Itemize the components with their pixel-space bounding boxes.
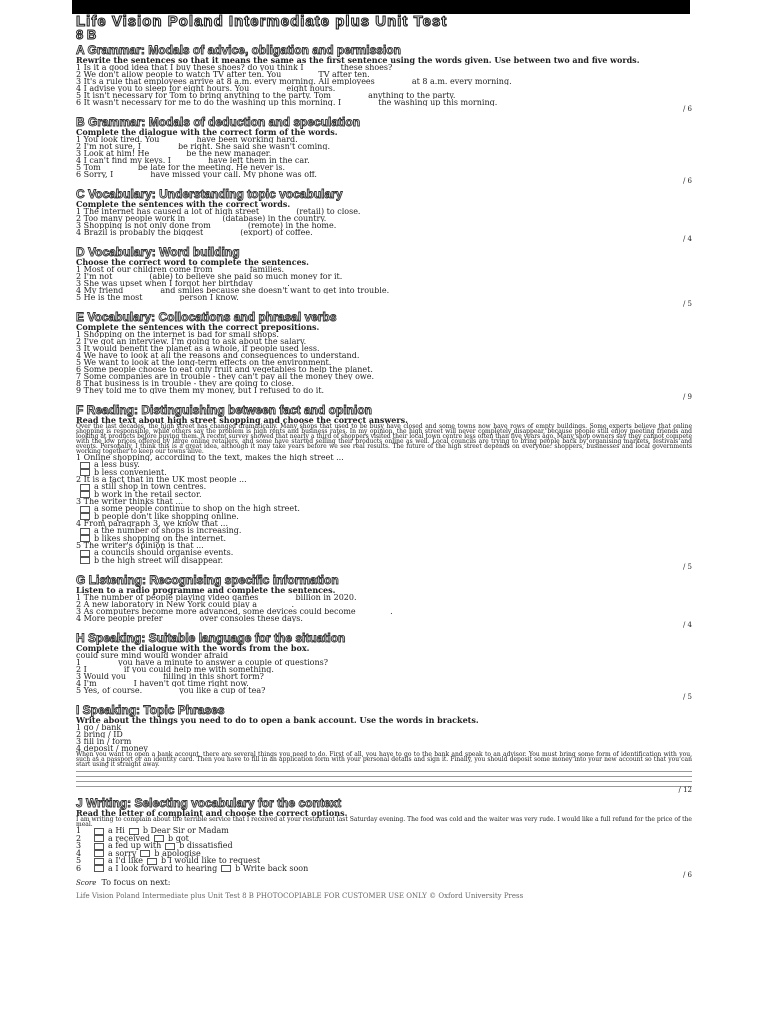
question: 3 It would benefit the planet as a whole, if people used less. [76,345,320,352]
checkbox[interactable] [80,491,90,498]
section-a [76,45,692,113]
answer-option[interactable]: b likes shopping on the internet. [76,535,692,543]
question: 1 Most of our children come from ________ families. [76,266,285,273]
section-instruction: Read the text about high street shopping and choose the correct answers. [76,415,408,425]
checkbox[interactable] [80,528,90,535]
question: 1 The internet has caused a lot of high street ________ (retail) to close. [76,208,361,215]
question: 2 I've got an interview. I'm going to ask about the salary. [76,338,307,345]
question: 4 From paragraph 3, we know that ... [76,520,228,527]
answer-option[interactable]: 2 a received b got [76,833,189,843]
question: 4 More people prefer ________ over consoles these days. [76,615,303,622]
question: 1 You look tired. You ________ have been working hard. [76,136,298,143]
prompt-item: 2 bring / ID [76,731,123,738]
section-j [76,798,692,879]
model-text: When you want to open a bank account, there are several things you need to do. First of all, you have to go to the bank and speak to an advisor. You must bring some form of identification with you, such as a passport or an identity card. Then you have to fill in an application form with your personal details and sign it. Finally, you should deposit some money into your new account so that you can start using it straight away. [76,751,692,768]
question: 6 Sorry, I ________ have missed your call. My phone was off. [76,171,317,178]
question: 1 Shopping on the internet is bad for small shops. [76,331,279,338]
focus-note: Score To focus on next: [76,879,171,887]
section-instruction: Rewrite the sentences so that it means the same as the first sentence using the words given. Use between two and five words. [76,55,640,65]
checkbox[interactable] [80,462,90,469]
answer-option[interactable]: b the high street will disappear. [76,557,692,565]
question: 2 I'm not sure, I ________ be right. She said she wasn't coming. [76,143,330,150]
question: 3 The writer thinks that ... [76,498,184,505]
question: 3 It's a rule that employees arrive at 8 a.m. every morning. All employees ________ at 8 a.m. every morning. [76,78,512,85]
section-instruction: Complete the dialogue with the correct form of the words. [76,127,338,137]
question: 1 Online shopping, according to the text, makes the high street ... [76,454,344,461]
section-score: / 6 [682,105,692,113]
section-instruction: Complete the sentences with the correct prepositions. [76,322,320,332]
question: 3 Would you ________ filling in this short form? [76,673,264,680]
checkbox[interactable] [94,850,104,857]
checkbox[interactable] [94,865,104,872]
answer-option[interactable]: 4 a sorry b apologise [76,848,201,858]
question: 1 ________ you have a minute to answer a couple of questions? [76,659,329,666]
section-title: C Vocabulary: Understanding topic vocabulary [76,187,343,201]
section-score: / 5 [682,300,692,308]
section-score: / 12 [678,786,692,794]
question: 3 She was upset when I forgot her birthday ________. [76,280,290,287]
footer [76,879,692,900]
question: 4 We have to look at all the reasons and consequences to understand. [76,352,360,359]
letter-text: I am writing to complain about the terrible service that I received at your restaurant last Saturday evening. The food was cold and the waiter was very rude. I would like a full refund for the price of the meal. [76,816,692,828]
question: 5 It isn't necessary for Tom to bring anything to the party. Tom ________ anything to the party. [76,92,456,99]
question: 2 A new laboratory in New York could play a ________. [76,601,295,608]
section-title: A Grammar: Modals of advice, obligation and permission [76,43,401,57]
section-instruction: Write about the things you need to do to open a bank account. Use the words in brackets. [76,715,479,725]
answer-option[interactable]: b people don't like shopping online. [76,513,692,521]
checkbox[interactable] [94,835,104,842]
section-title: I Speaking: Topic Phrases [76,703,225,717]
copyright: Life Vision Poland Intermediate plus Unit Test 8 B PHOTOCOPIABLE FOR CUSTOMER USE ONLY © Oxford University Press [76,892,524,900]
section-instruction: Complete the sentences with the correct words. [76,199,291,209]
answer-option[interactable]: 3 a fed up with b dissatisfied [76,841,233,850]
question: 4 I advise you to sleep for eight hours. You ________ eight hours. [76,85,336,92]
checkbox[interactable] [80,513,90,520]
test-page [76,14,692,1014]
question: 3 Look at him! He ________ be the new manager. [76,150,272,157]
checkbox[interactable] [80,550,90,557]
question: 4 My friend ________ and smiles because she doesn't want to get into trouble. [76,287,390,294]
question: 5 Yes, of course. ________ you like a cup of tea? [76,687,266,694]
question: 4 I can't find my keys. I ________ have left them in the car. [76,157,310,164]
section-score: / 6 [682,177,692,185]
question: 4 Brazil is probably the biggest ________ (export) of coffee. [76,229,313,236]
checkbox[interactable] [94,858,104,865]
section-score: / 4 [682,621,692,629]
question: 1 Is it a good idea that I buy these shoes? do you think I ________ these shoes? [76,64,393,71]
page-title: Life Vision Poland Intermediate plus Unit Test [76,13,448,30]
checkbox[interactable] [94,843,104,850]
question: 2 I'm not ________ (able) to believe she paid so much money for it. [76,273,343,280]
section-instruction: Listen to a radio programme and complete the sentences. [76,585,336,595]
section-title: E Vocabulary: Collocations and phrasal verbs [76,310,337,324]
answer-option[interactable]: a the number of shops is increasing. [76,527,692,535]
question: 8 That business is in trouble - they are going to close. [76,380,295,387]
section-d [76,247,692,308]
section-score: / 5 [682,693,692,701]
header-bar [72,0,690,14]
section-title: F Reading: Distinguishing between fact and opinion [76,403,372,417]
question: 4 I'm ________ I haven't got time right now. [76,680,249,687]
question: 5 The writer's opinion is that ... [76,542,204,549]
reading-text: Over the last decades, the high street has changed dramatically. Many shops that used to be busy have closed and some towns now have rows of empty buildings. Some experts believe that online shopping is responsible, while others say the problem is high rents and business rates. In my opinion, the high street will never completely disappear, because people still enjoy meeting friends and looking at products before buying them. A recent survey showed that nearly a third of shoppers visited their local town centre less often than five years ago. Many shop owners say they cannot compete with the low prices offered by large online retailers, and some have started selling their products online as well. Local councils are trying to bring people back by organising markets, festivals and events. Personally, I think this is a great idea, although it may take years before we see real results. The future of the high street depends on everyone: shoppers, businesses and local governments working together to keep our towns alive. [76,423,692,455]
section-b [76,117,692,185]
answer-option[interactable]: b less convenient. [76,469,692,477]
checkbox[interactable] [80,535,90,542]
answer-option[interactable]: 1 a Hi b Dear Sir or Madam [76,826,229,835]
checkbox[interactable] [80,484,90,491]
section-e [76,312,692,401]
question: 5 Tom ________ be late for the meeting. He never is. [76,164,285,171]
question: 6 It wasn't necessary for me to do the washing up this morning. I ________ the washing up this morning. [76,99,498,106]
answer-option[interactable]: a less busy. [76,461,692,469]
section-i [76,705,692,794]
checkbox[interactable] [94,828,104,835]
answer-option[interactable]: 5 a I'd like b I would like to request [76,856,261,865]
section-c [76,189,692,243]
page-unit: 8 B [76,27,97,42]
section-instruction: Choose the correct word to complete the sentences. [76,257,309,267]
question: 5 He is the most ________ person I know. [76,294,239,301]
checkbox[interactable] [80,506,90,513]
section-f [76,405,692,571]
section-title: D Vocabulary: Word building [76,245,240,259]
checkbox[interactable] [80,557,90,564]
question: 2 I ________ if you could help me with something. [76,666,274,673]
answer-option[interactable]: a councils should organise events. [76,549,692,557]
checkbox[interactable] [221,865,231,872]
checkbox[interactable] [80,469,90,476]
word-box: could sure mind would wonder afraid [76,652,229,659]
section-score: / 6 [682,871,692,879]
question: 6 Some people choose to eat only fruit and vegetables to help the planet. [76,366,373,373]
question: 9 They told me to give them my money, but I refused to do it. [76,387,325,394]
section-title: B Grammar: Modals of deduction and speculation [76,115,361,129]
section-title: J Writing: Selecting vocabulary for the context [76,796,342,810]
section-h [76,633,692,701]
prompt-item: 4 deposit / money [76,745,148,752]
total-score-label: Score [76,879,97,887]
prompt-item: 1 go / bank [76,724,122,731]
section-score: / 5 [682,563,692,571]
question: 7 Some companies are in trouble - they can't pay all the money they owe. [76,373,375,380]
answer-option[interactable]: a some people continue to shop on the high street. [76,505,692,513]
question: 5 We want to look at the long-term effects on the environment. [76,359,332,366]
question: 2 It is a fact that in the UK most people ... [76,476,247,483]
question: 1 The number of people playing video games ________ billion in 2020. [76,594,357,601]
section-g [76,575,692,629]
question: 3 As computers become more advanced, some devices could become ________. [76,608,393,615]
section-instruction: Read the letter of complaint and choose the correct options. [76,808,348,818]
prompt-item: 3 fill in / form [76,738,132,745]
section-title: G Listening: Recognising specific information [76,573,339,587]
section-score: / 9 [682,393,692,401]
section-title: H Speaking: Suitable language for the situation [76,631,346,645]
answer-option[interactable]: 6 a I look forward to hearing b Write back soon [76,863,309,873]
answer-option[interactable]: a still shop in town centres. [76,483,692,491]
question: 2 We don't allow people to watch TV after ten. You ________ TV after ten. [76,71,370,78]
question: 3 Shopping is not only done from ________ (remote) in the home. [76,222,337,229]
question: 2 Too many people work in ________ (database) in the country. [76,215,327,222]
answer-option[interactable]: b work in the retail sector. [76,491,692,499]
section-instruction: Complete the dialogue with the words from the box. [76,643,310,653]
section-score: / 4 [682,235,692,243]
